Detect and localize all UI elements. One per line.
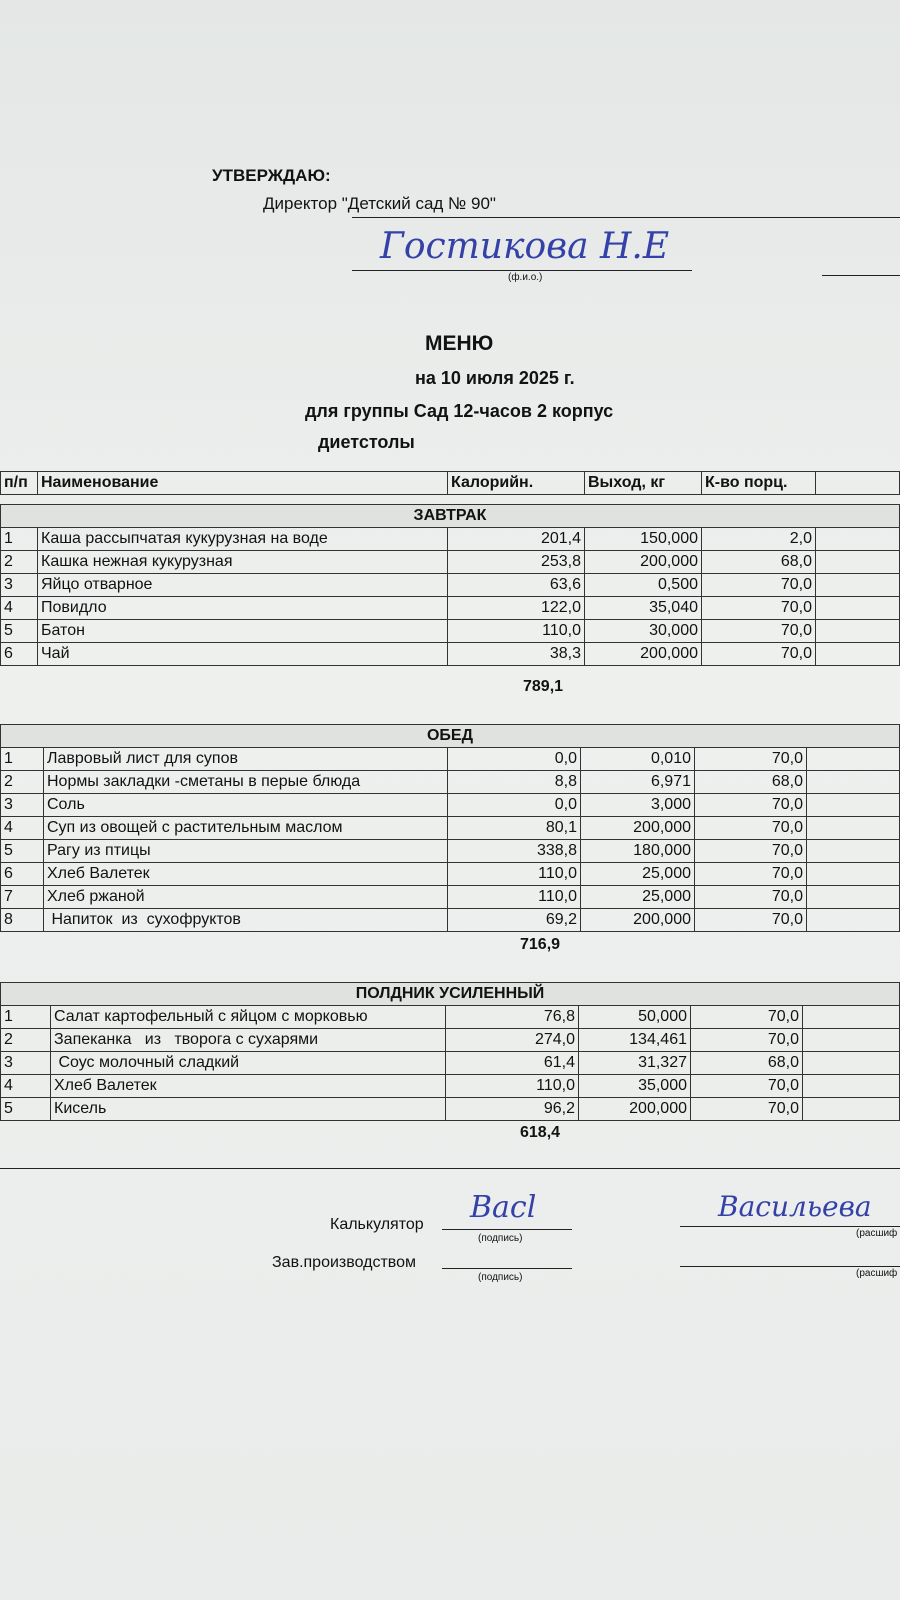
calculator-name-line bbox=[680, 1226, 900, 1227]
calculator-sign-caption: (подпись) bbox=[478, 1233, 523, 1244]
production-head-label: Зав.производством bbox=[272, 1254, 416, 1271]
table-row bbox=[1, 748, 900, 771]
fio-caption: (ф.и.о.) bbox=[508, 272, 543, 283]
lunch-total: 716,9 bbox=[520, 936, 561, 953]
row-name: Рагу из птицы bbox=[44, 840, 448, 863]
row-qty: 70,0 bbox=[695, 817, 807, 840]
row-num: 3 bbox=[1, 794, 44, 817]
table-row bbox=[1, 817, 900, 840]
table-row bbox=[1, 551, 900, 574]
breakfast-total: 789,1 bbox=[523, 678, 564, 695]
row-qty: 70,0 bbox=[695, 794, 807, 817]
row-name: Лавровый лист для супов bbox=[44, 748, 448, 771]
row-num: 2 bbox=[1, 551, 38, 574]
row-name: Соль bbox=[44, 794, 448, 817]
section-snack bbox=[0, 982, 900, 1121]
col-cal-header: Калорийн. bbox=[448, 472, 585, 495]
row-name: Чай bbox=[38, 643, 448, 666]
row-name: Хлеб Валетек bbox=[44, 863, 448, 886]
row-out: 0,500 bbox=[585, 574, 702, 597]
row-cal: 201,4 bbox=[448, 528, 585, 551]
row-num: 5 bbox=[1, 620, 38, 643]
row-num: 4 bbox=[1, 1075, 51, 1098]
section-breakfast bbox=[0, 504, 900, 666]
approve-label: УТВЕРЖДАЮ: bbox=[212, 166, 331, 185]
col-qty-header: К-во порц. bbox=[702, 472, 816, 495]
row-out: 200,000 bbox=[581, 909, 695, 932]
row-out: 35,000 bbox=[579, 1075, 691, 1098]
menu-date: на 10 июля 2025 г. bbox=[415, 368, 575, 388]
col-num-header: п/п bbox=[1, 472, 38, 495]
row-out: 50,000 bbox=[579, 1006, 691, 1029]
row-cal: 253,8 bbox=[448, 551, 585, 574]
row-num: 5 bbox=[1, 1098, 51, 1121]
row-name: Кашка нежная кукурузная bbox=[38, 551, 448, 574]
row-qty: 70,0 bbox=[695, 840, 807, 863]
row-name: Хлеб ржаной bbox=[44, 886, 448, 909]
row-out: 25,000 bbox=[581, 886, 695, 909]
row-cal: 110,0 bbox=[448, 620, 585, 643]
row-name: Напиток из сухофруктов bbox=[44, 909, 448, 932]
row-qty: 70,0 bbox=[691, 1075, 803, 1098]
section-title: ПОЛДНИК УСИЛЕННЫЙ bbox=[1, 983, 900, 1006]
row-cal: 8,8 bbox=[448, 771, 581, 794]
row-out: 200,000 bbox=[579, 1098, 691, 1121]
row-num: 6 bbox=[1, 643, 38, 666]
row-qty: 70,0 bbox=[691, 1006, 803, 1029]
row-qty: 2,0 bbox=[702, 528, 816, 551]
row-num: 1 bbox=[1, 528, 38, 551]
row-cal: 0,0 bbox=[448, 748, 581, 771]
row-cal: 338,8 bbox=[448, 840, 581, 863]
row-qty: 70,0 bbox=[695, 909, 807, 932]
menu-diet: диетстолы bbox=[318, 432, 415, 452]
row-name: Батон bbox=[38, 620, 448, 643]
row-cal: 63,6 bbox=[448, 574, 585, 597]
col-name-header: Наименование bbox=[38, 472, 448, 495]
col-out-header: Выход, кг bbox=[585, 472, 702, 495]
row-out: 0,010 bbox=[581, 748, 695, 771]
row-num: 4 bbox=[1, 597, 38, 620]
row-qty: 70,0 bbox=[702, 643, 816, 666]
row-out: 134,461 bbox=[579, 1029, 691, 1052]
table-row bbox=[1, 1052, 900, 1075]
row-qty: 68,0 bbox=[691, 1052, 803, 1075]
row-name: Салат картофельный с яйцом с морковью bbox=[51, 1006, 446, 1029]
production-sign-caption: (подпись) bbox=[478, 1272, 523, 1283]
row-num: 3 bbox=[1, 574, 38, 597]
row-out: 25,000 bbox=[581, 863, 695, 886]
director-signature: Гостикова Н.Е bbox=[380, 226, 670, 267]
row-cal: 122,0 bbox=[448, 597, 585, 620]
table-row bbox=[1, 574, 900, 597]
menu-group: для группы Сад 12-часов 2 корпус bbox=[305, 401, 614, 421]
production-sign-line bbox=[442, 1268, 572, 1269]
row-cal: 61,4 bbox=[446, 1052, 579, 1075]
row-num: 3 bbox=[1, 1052, 51, 1075]
snack-total: 618,4 bbox=[520, 1124, 561, 1141]
row-num: 6 bbox=[1, 863, 44, 886]
row-out: 3,000 bbox=[581, 794, 695, 817]
row-qty: 70,0 bbox=[691, 1029, 803, 1052]
calculator-signature: Васl bbox=[470, 1190, 537, 1225]
row-qty: 68,0 bbox=[702, 551, 816, 574]
row-qty: 70,0 bbox=[695, 748, 807, 771]
row-num: 1 bbox=[1, 1006, 51, 1029]
row-qty: 70,0 bbox=[702, 597, 816, 620]
section-lunch bbox=[0, 724, 900, 932]
table-row bbox=[1, 886, 900, 909]
director-line: Директор "Детский сад № 90" bbox=[263, 194, 496, 213]
section-title: ОБЕД bbox=[1, 725, 900, 748]
row-cal: 96,2 bbox=[446, 1098, 579, 1121]
fio-underline bbox=[352, 270, 692, 271]
calculator-sign-line bbox=[442, 1229, 572, 1230]
row-cal: 0,0 bbox=[448, 794, 581, 817]
row-out: 30,000 bbox=[585, 620, 702, 643]
table-row bbox=[1, 840, 900, 863]
row-qty: 68,0 bbox=[695, 771, 807, 794]
row-qty: 70,0 bbox=[695, 863, 807, 886]
calculator-label: Калькулятор bbox=[330, 1216, 424, 1233]
row-out: 200,000 bbox=[581, 817, 695, 840]
table-header bbox=[0, 471, 900, 495]
row-cal: 76,8 bbox=[446, 1006, 579, 1029]
row-qty: 70,0 bbox=[702, 620, 816, 643]
row-name: Соус молочный сладкий bbox=[51, 1052, 446, 1075]
row-out: 180,000 bbox=[581, 840, 695, 863]
row-name: Повидло bbox=[38, 597, 448, 620]
row-cal: 110,0 bbox=[448, 886, 581, 909]
row-cal: 110,0 bbox=[448, 863, 581, 886]
row-cal: 38,3 bbox=[448, 643, 585, 666]
row-out: 31,327 bbox=[579, 1052, 691, 1075]
table-row bbox=[1, 771, 900, 794]
row-name: Кисель bbox=[51, 1098, 446, 1121]
row-name: Хлеб Валетек bbox=[51, 1075, 446, 1098]
row-cal: 69,2 bbox=[448, 909, 581, 932]
row-name: Суп из овощей с растительным маслом bbox=[44, 817, 448, 840]
row-num: 2 bbox=[1, 1029, 51, 1052]
row-name: Каша рассыпчатая кукурузная на воде bbox=[38, 528, 448, 551]
calculator-name-signature: Васильева bbox=[718, 1190, 872, 1223]
row-out: 150,000 bbox=[585, 528, 702, 551]
table-row bbox=[1, 794, 900, 817]
row-num: 2 bbox=[1, 771, 44, 794]
director-underline bbox=[352, 217, 900, 218]
bottom-divider bbox=[0, 1168, 900, 1169]
row-out: 200,000 bbox=[585, 551, 702, 574]
row-num: 8 bbox=[1, 909, 44, 932]
table-row bbox=[1, 863, 900, 886]
row-num: 5 bbox=[1, 840, 44, 863]
production-name-line bbox=[680, 1266, 900, 1267]
row-name: Запеканка из творога с сухарями bbox=[51, 1029, 446, 1052]
table-row bbox=[1, 597, 900, 620]
extra-underline bbox=[822, 275, 900, 276]
row-num: 4 bbox=[1, 817, 44, 840]
row-qty: 70,0 bbox=[691, 1098, 803, 1121]
row-qty: 70,0 bbox=[702, 574, 816, 597]
table-row bbox=[1, 1029, 900, 1052]
row-qty: 70,0 bbox=[695, 886, 807, 909]
table-row bbox=[1, 528, 900, 551]
table-row bbox=[1, 1098, 900, 1121]
row-name: Нормы закладки -сметаны в перые блюда bbox=[44, 771, 448, 794]
row-name: Яйцо отварное bbox=[38, 574, 448, 597]
table-row bbox=[1, 643, 900, 666]
table-row bbox=[1, 620, 900, 643]
row-cal: 110,0 bbox=[446, 1075, 579, 1098]
page-title: МЕНЮ bbox=[425, 332, 494, 355]
table-row bbox=[1, 1075, 900, 1098]
row-cal: 80,1 bbox=[448, 817, 581, 840]
table-row bbox=[1, 1006, 900, 1029]
row-out: 6,971 bbox=[581, 771, 695, 794]
row-out: 200,000 bbox=[585, 643, 702, 666]
section-title: ЗАВТРАК bbox=[1, 505, 900, 528]
table-row bbox=[1, 909, 900, 932]
calculator-decode-caption: (расшиф bbox=[856, 1228, 898, 1239]
row-cal: 274,0 bbox=[446, 1029, 579, 1052]
production-decode-caption: (расшиф bbox=[856, 1268, 898, 1279]
row-num: 1 bbox=[1, 748, 44, 771]
row-num: 7 bbox=[1, 886, 44, 909]
row-out: 35,040 bbox=[585, 597, 702, 620]
